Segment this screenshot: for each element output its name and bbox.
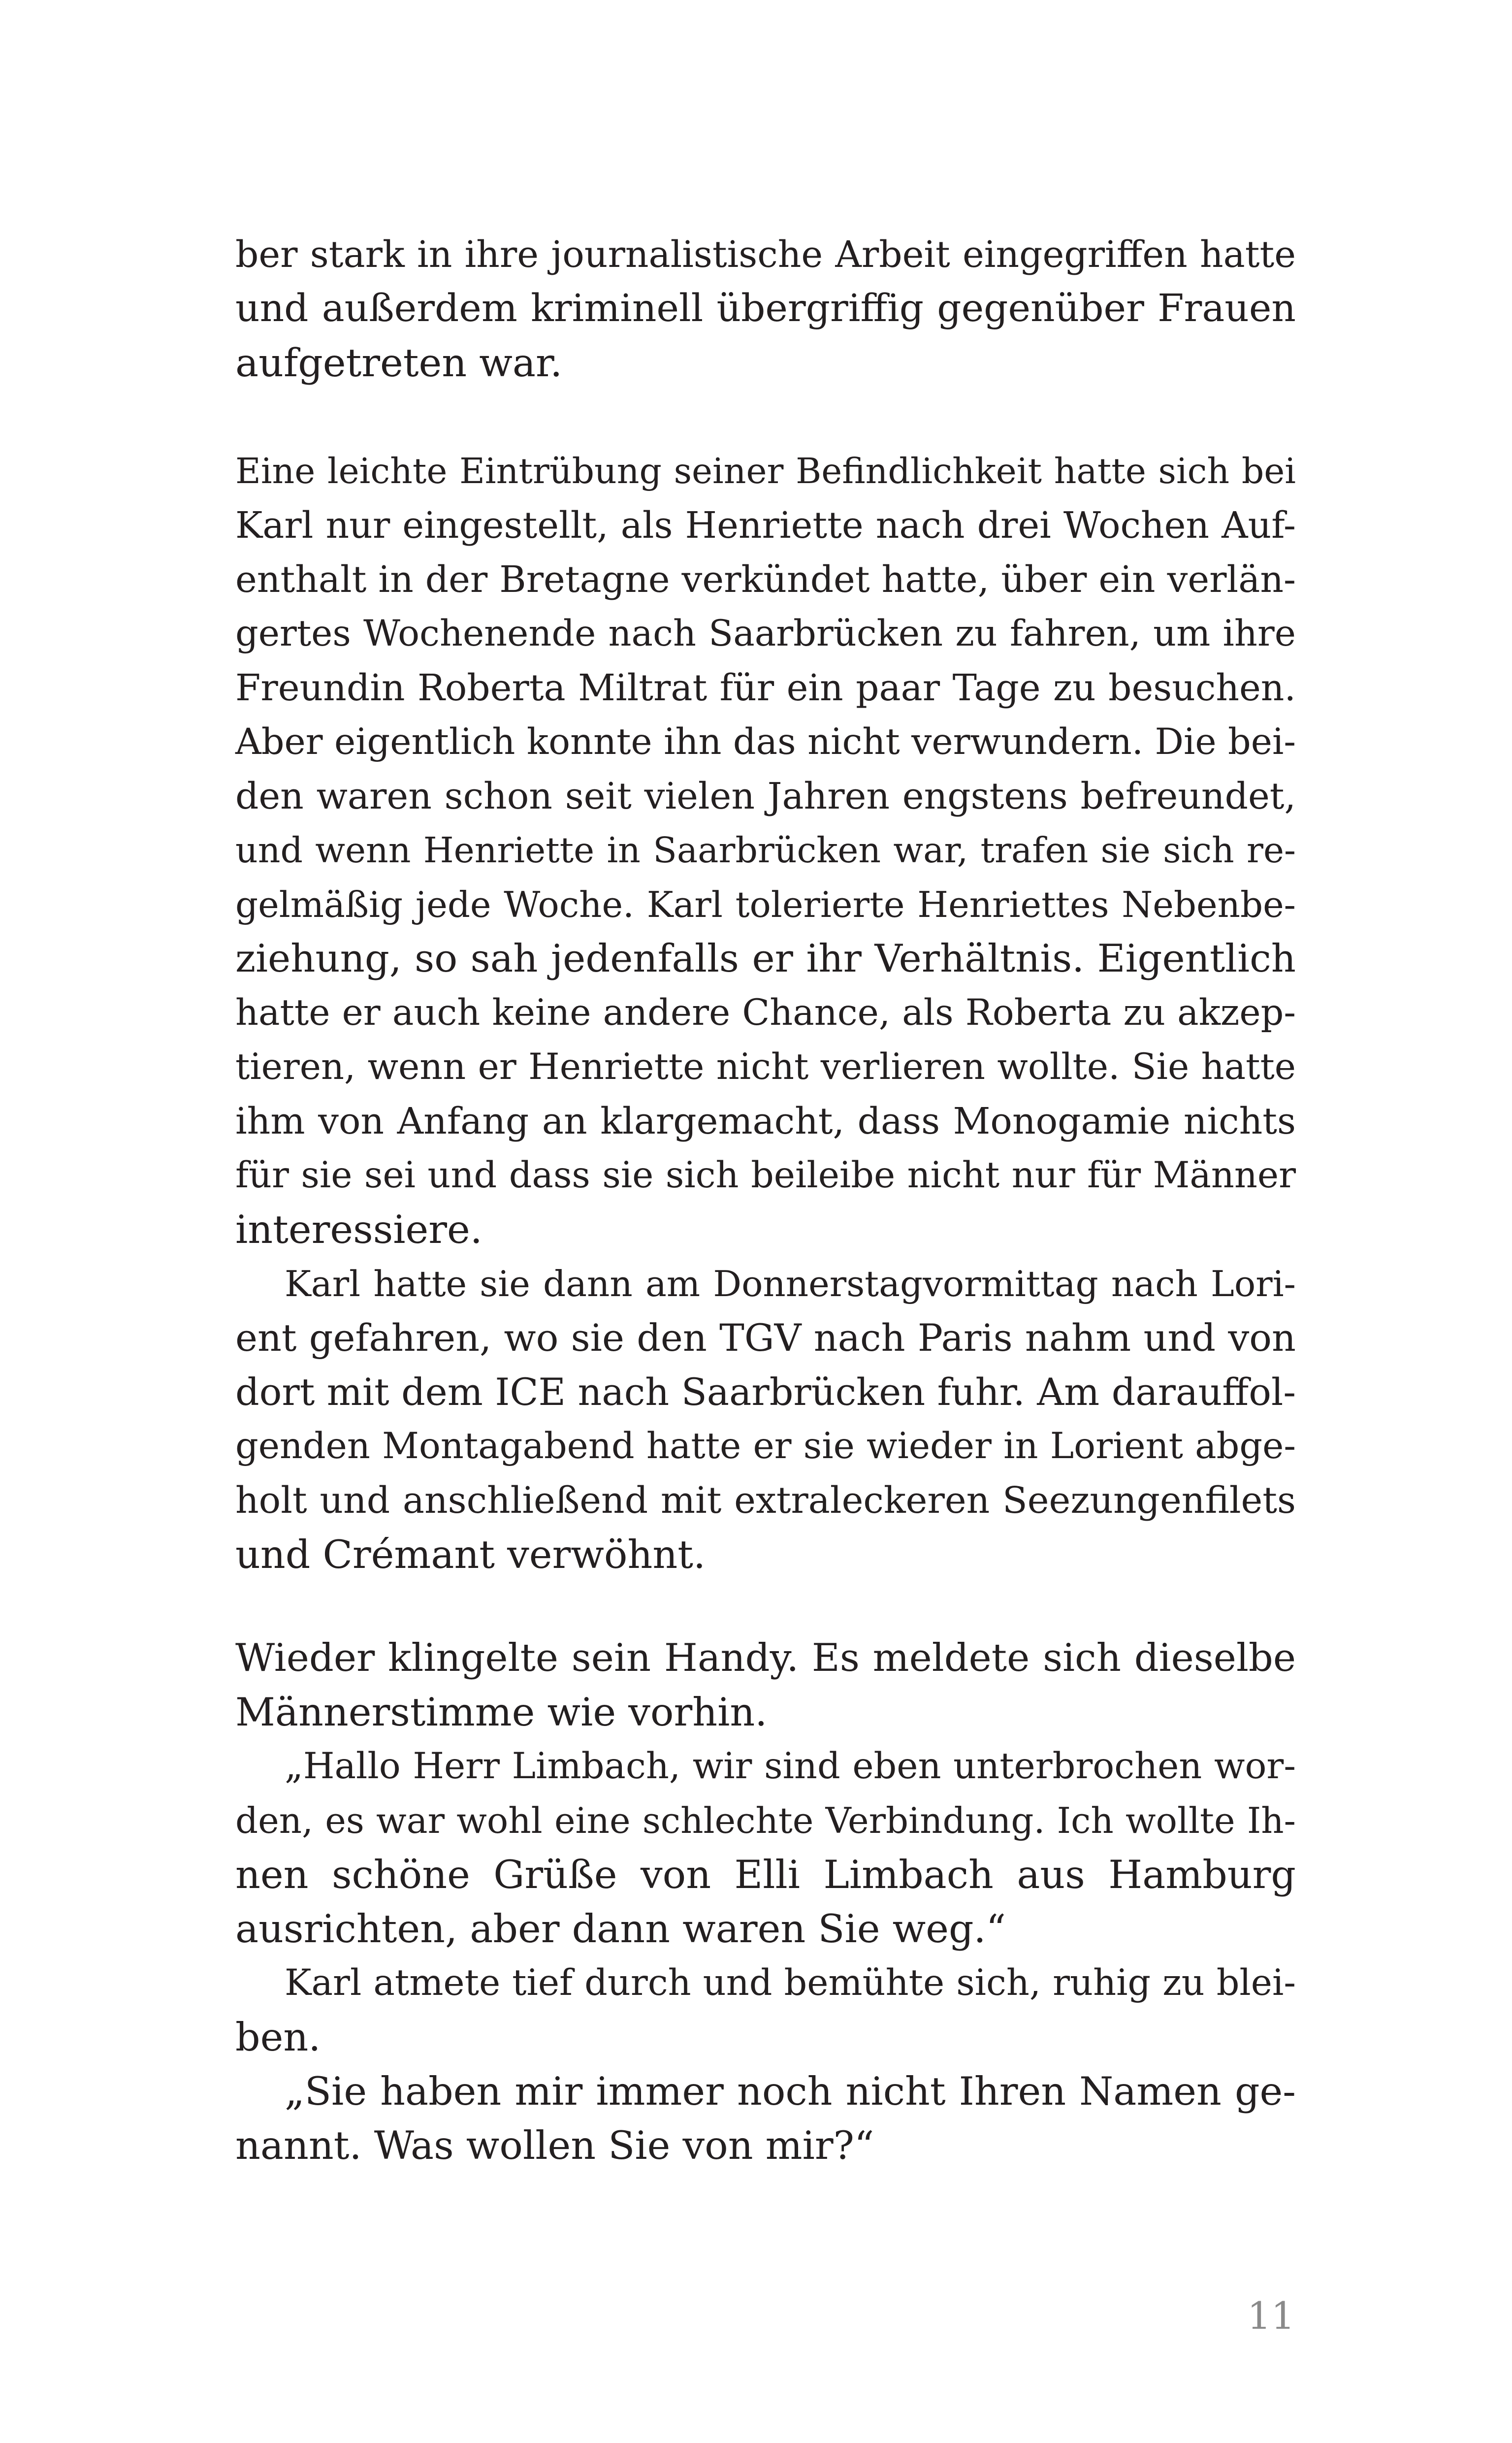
text-line: ihm von Anfang an klargemacht, dass Monogamie nichts xyxy=(235,1100,1296,1142)
text-line: Männerstimme wie vorhin. xyxy=(235,1690,768,1735)
text-line: dort mit dem ICE nach Saarbrücken fuhr. Am darauffol- xyxy=(235,1370,1296,1414)
text-line: Karl hatte sie dann am Donnerstagvormittag nach Lori- xyxy=(285,1263,1296,1304)
text-line: ziehung, so sah jedenfalls er ihr Verhältnis. Eigentlich xyxy=(235,937,1296,981)
text-line: ben. xyxy=(235,2015,321,2060)
text-line: Aber eigentlich konnte ihn das nicht verwundern. Die bei- xyxy=(235,721,1296,763)
text-line: und außerdem kriminell übergriffig gegenüber Frauen xyxy=(235,287,1296,330)
text-line: für sie sei und dass sie sich beileibe nicht nur für Männer xyxy=(235,1154,1296,1196)
text-line: Karl atmete tief durch und bemühte sich, ruhig zu blei- xyxy=(285,1962,1296,2004)
text-line: den waren schon seit vielen Jahren engstens befreundet, xyxy=(235,775,1296,817)
text-line: ber stark in ihre journalistische Arbeit eingegriffen hatte xyxy=(235,233,1296,276)
text-line: Eine leichte Eintrübung seiner Befindlichkeit hatte sich bei xyxy=(235,451,1296,491)
text-line: holt und anschließend mit extraleckeren Seezungenfilets xyxy=(235,1479,1296,1522)
text-line: enthalt in der Bretagne verkündet hatte, über ein verlän- xyxy=(235,558,1296,601)
text-line: und Crémant verwöhnt. xyxy=(235,1532,706,1577)
text-line: gertes Wochenende nach Saarbrücken zu fahren, um ihre xyxy=(235,613,1296,654)
text-line: „Hallo Herr Limbach, wir sind eben unterbrochen wor- xyxy=(285,1745,1296,1787)
text-line: Wieder klingelte sein Handy. Es meldete sich dieselbe xyxy=(235,1636,1296,1680)
text-line: genden Montagabend hatte er sie wieder in Lorient abge- xyxy=(235,1425,1296,1467)
page-number: 11 xyxy=(1247,2294,1295,2338)
text-line: interessiere. xyxy=(235,1207,483,1252)
text-line: tieren, wenn er Henriette nicht verlieren wollte. Sie hatte xyxy=(235,1046,1296,1088)
text-line: hatte er auch keine andere Chance, als Roberta zu akzep- xyxy=(235,992,1296,1034)
text-line: Freundin Roberta Miltrat für ein paar Tage zu besuchen. xyxy=(235,667,1296,709)
text-line: gelmäßig jede Woche. Karl tolerierte Henriettes Nebenbe- xyxy=(235,884,1296,925)
text-line: und wenn Henriette in Saarbrücken war, trafen sie sich re- xyxy=(235,830,1296,871)
text-line: ausrichten, aber dann waren Sie weg.“ xyxy=(235,1906,1006,1952)
text-line: den, es war wohl eine schlechte Verbindung. Ich wollte Ih- xyxy=(235,1800,1296,1841)
text-line: nannt. Was wollen Sie von mir?“ xyxy=(235,2123,874,2168)
text-line: ent gefahren, wo sie den TGV nach Paris nahm und von xyxy=(235,1316,1296,1360)
text-line: Karl nur eingestellt, als Henriette nach drei Wochen Auf- xyxy=(235,504,1296,547)
text-line: nen schöne Grüße von Elli Limbach aus Hamburg xyxy=(235,1852,1296,1897)
text-line: aufgetreten war. xyxy=(235,340,563,386)
text-line: „Sie haben mir immer noch nicht Ihren Namen ge- xyxy=(285,2069,1296,2114)
